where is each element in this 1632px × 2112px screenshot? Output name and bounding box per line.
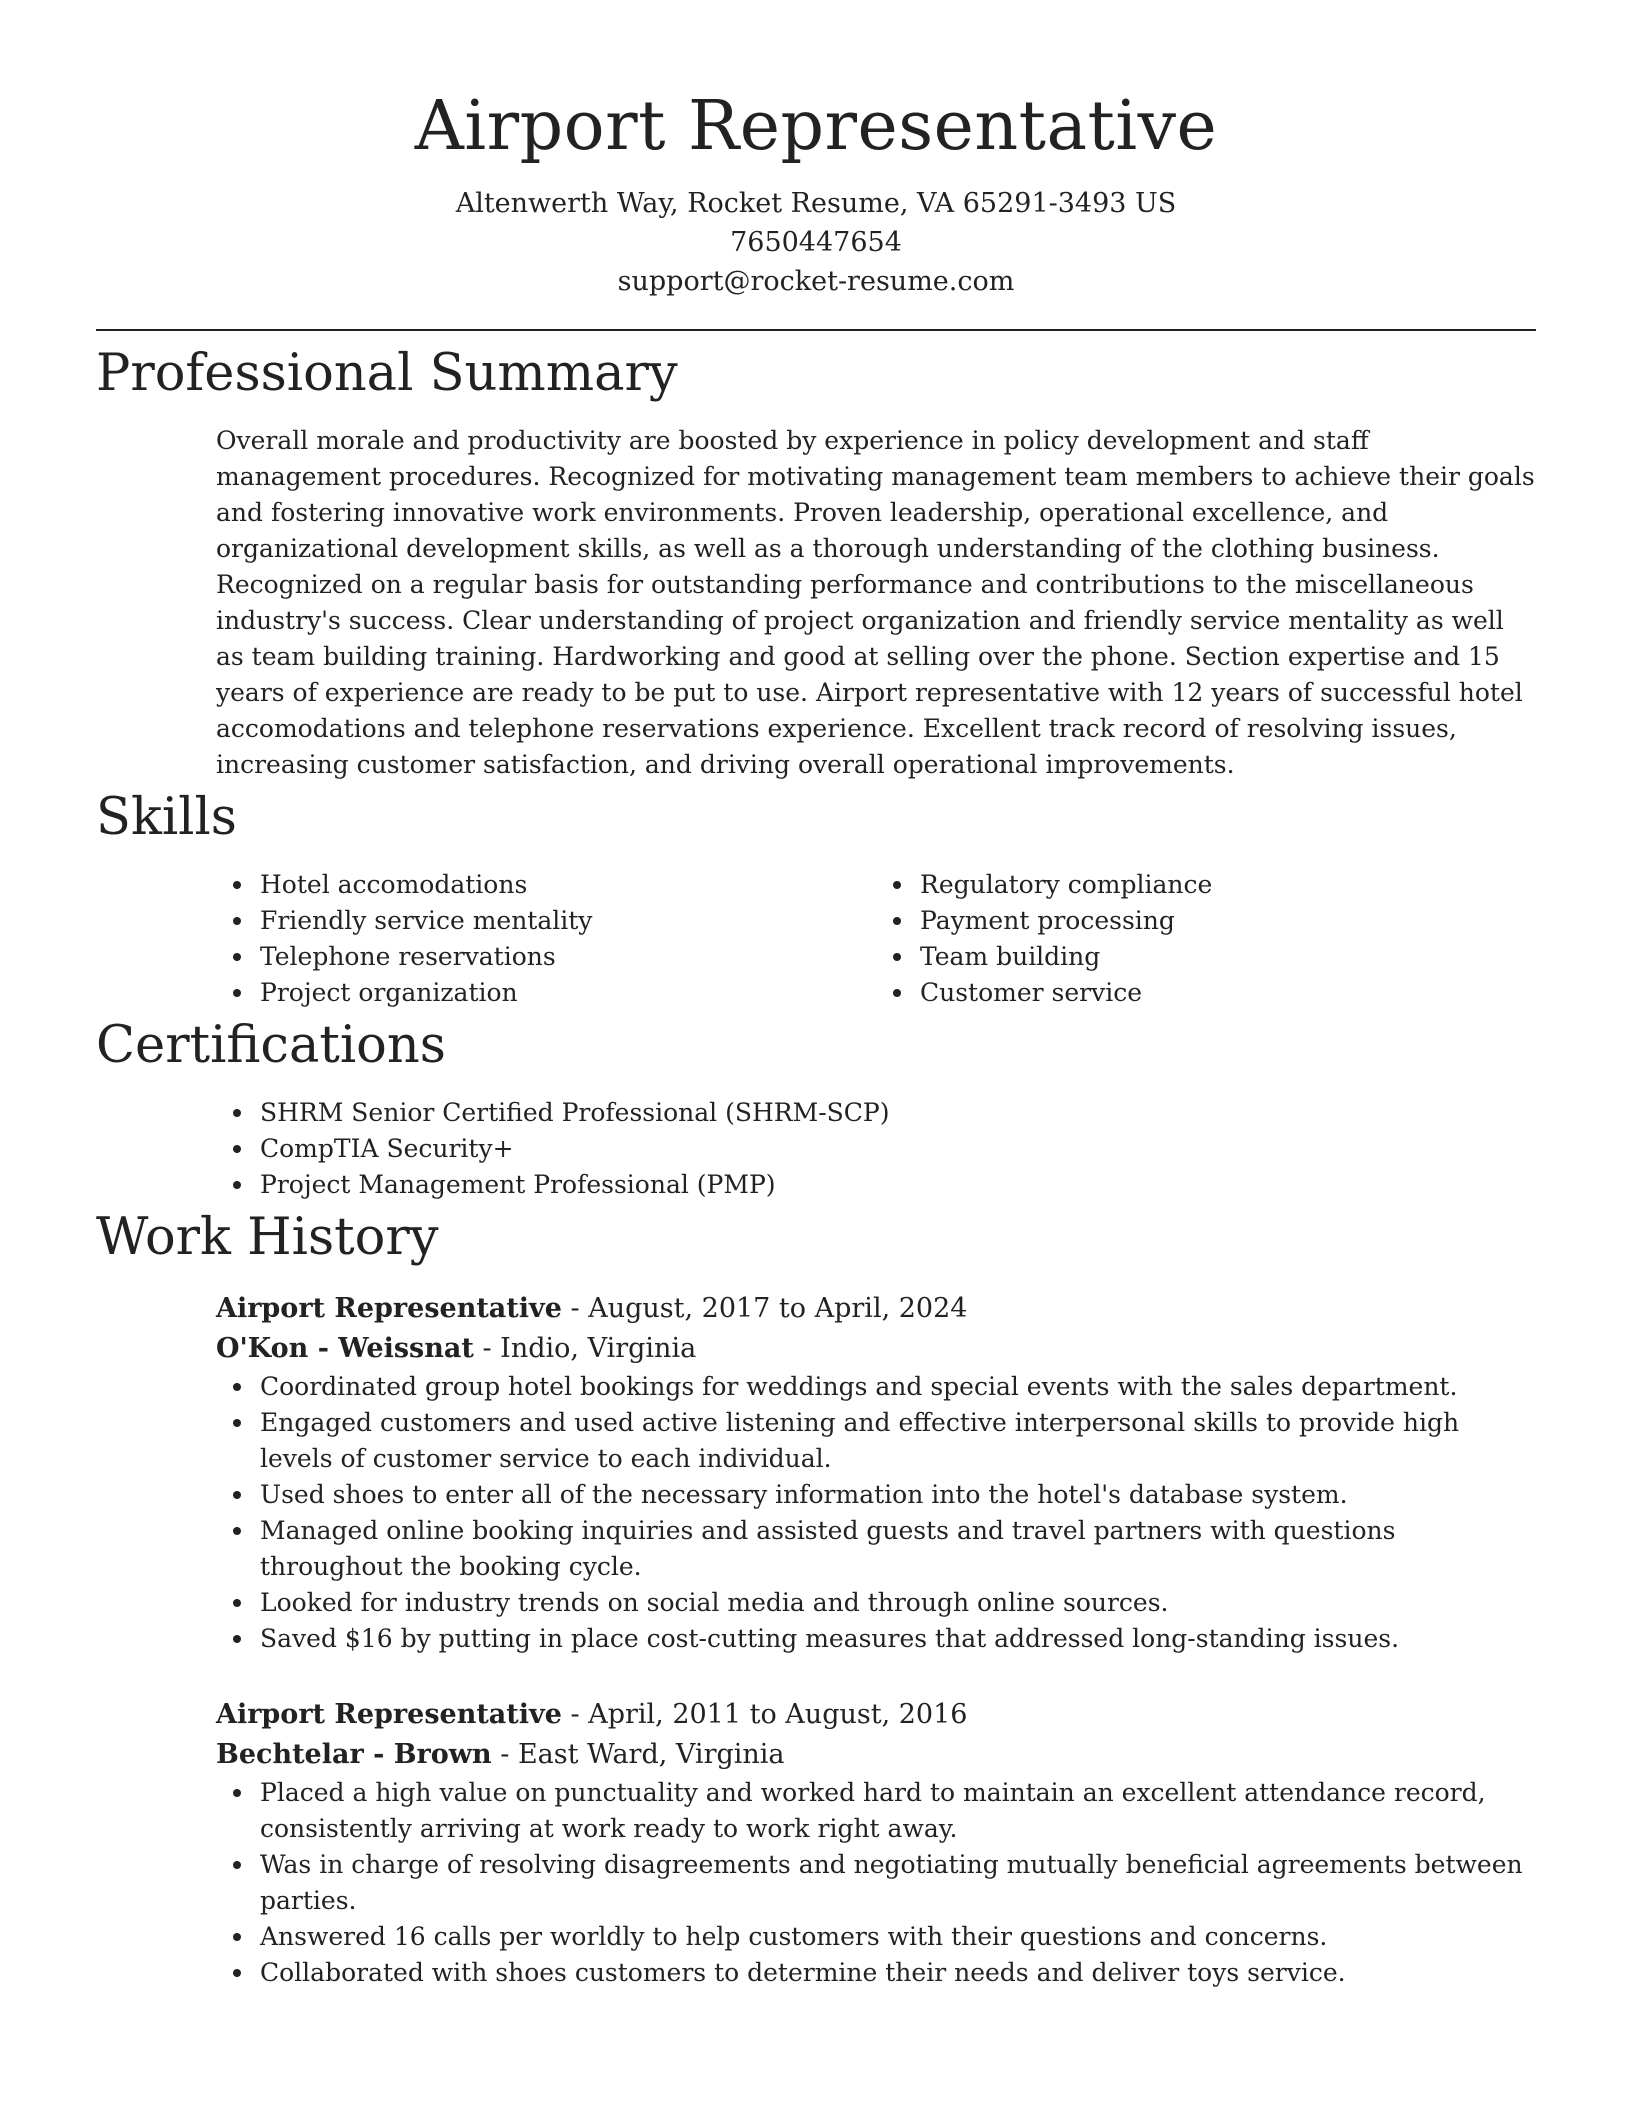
job-separator: - [482,1333,501,1364]
resume-header [96,0,1536,301]
work-history-heading: Work History [96,1208,439,1267]
skill-item: Regulatory compliance [920,867,1536,903]
skills-list [216,867,1536,1011]
job-role: Airport Representative [216,1293,562,1324]
skill-item: Customer service [920,975,1536,1011]
skill-item: Team building [920,939,1536,975]
skills-heading: Skills [96,788,237,847]
job-duties [216,1369,1536,1657]
job-duty-item: Collaborated with shoes customers to determine their needs and deliver toys service. [260,1955,1536,1991]
job-duty-item: Engaged customers and used active listening and effective interpersonal skills to provide high levels of customer service to each individual. [260,1405,1536,1477]
contact-address: Altenwerth Way, Rocket Resume, VA 65291-3493 US [455,188,1177,219]
candidate-name: Airport Representative [414,87,1218,166]
job-duty-item: Coordinated group hotel bookings for weddings and special events with the sales department. [260,1369,1536,1405]
job-dates: August, 2017 to April, 2024 [588,1293,968,1324]
job-entry [216,1695,1536,1991]
certification-item: SHRM Senior Certified Professional (SHRM-SCP) [260,1095,1536,1131]
skill-item: Telephone reservations [260,939,876,975]
job-title-line [216,1695,1536,1735]
job-dates: April, 2011 to August, 2016 [588,1699,968,1730]
job-duty-item: Looked for industry trends on social media and through online sources. [260,1585,1536,1621]
job-company-line [216,1735,1536,1775]
certification-item: CompTIA Security+ [260,1131,1536,1167]
job-duty-item: Used shoes to enter all of the necessary information into the hotel's database system. [260,1477,1536,1513]
certifications-list [216,1095,1536,1203]
job-separator: - [570,1699,589,1730]
skill-item: Hotel accomodations [260,867,876,903]
job-duty-item: Placed a high value on punctuality and worked hard to maintain an excellent attendance record, consistently arriving at work ready to work right away. [260,1775,1536,1847]
job-duties [216,1775,1536,1991]
summary-heading: Professional Summary [96,344,678,403]
summary-text: Overall morale and productivity are boosted by experience in policy development and staff management procedures. Recognized for motivating management team members to achieve their goals and fostering innovative work environments. Proven leadership, operational excellence, and organizational development skills, as well as a thorough understanding of the clothing business. Recognized on a regular basis for outstanding performance and contributions to the miscellaneous industry's success. Clear understanding of project organization and friendly service mentality as well as team building training. Hardworking and good at selling over the phone. Section expertise and 15 years of experience are ready to be put to use. Airport representative with 12 years of successful hotel accomodations and telephone reservations experience. Excellent track record of resolving issues, increasing customer satisfaction, and driving overall operational improvements. [216,426,1535,779]
job-duty-item: Saved $16 by putting in place cost-cutting measures that addressed long-standing issues. [260,1621,1536,1657]
job-duty-item: Managed online booking inquiries and assisted guests and travel partners with questions throughout the booking cycle. [260,1513,1536,1585]
certifications-heading: Certifications [96,1016,446,1075]
contact-phone: 7650447654 [730,227,902,258]
skills-column-left [216,867,876,1011]
certifications-items [216,1095,1536,1203]
skills-column-right [876,867,1536,1011]
header-divider [96,329,1536,331]
job-duty-item: Was in charge of resolving disagreements and negotiating mutually beneficial agreements between parties. [260,1847,1536,1919]
job-company-line [216,1329,1536,1369]
job-location: Indio, Virginia [500,1333,697,1364]
job-location: East Ward, Virginia [517,1739,785,1770]
job-entry [216,1289,1536,1657]
contact-info [96,184,1536,301]
job-duty-item: Answered 16 calls per worldly to help customers with their questions and concerns. [260,1919,1536,1955]
contact-email: support@rocket-resume.com [617,266,1015,297]
skill-item: Payment processing [920,903,1536,939]
skill-item: Friendly service mentality [260,903,876,939]
certification-item: Project Management Professional (PMP) [260,1167,1536,1203]
job-company: Bechtelar - Brown [216,1739,492,1770]
job-title-line [216,1289,1536,1329]
job-separator: - [570,1293,589,1324]
job-company: O'Kon - Weissnat [216,1333,474,1364]
resume-page [96,0,1536,1991]
job-role: Airport Representative [216,1699,562,1730]
job-separator: - [500,1739,518,1770]
skill-item: Project organization [260,975,876,1011]
